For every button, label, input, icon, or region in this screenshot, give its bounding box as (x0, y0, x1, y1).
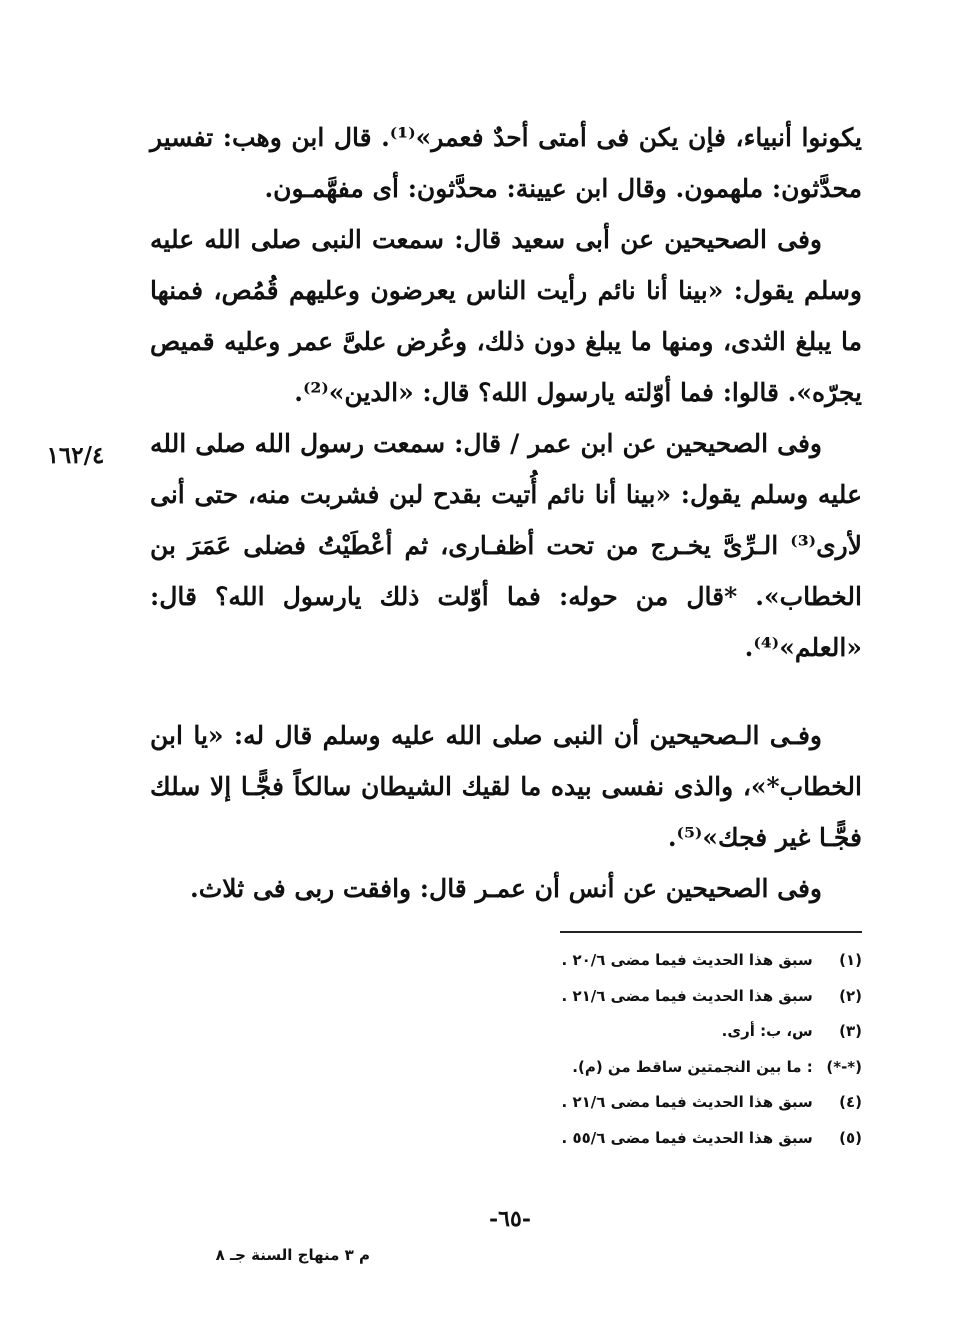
margin-reference: ١٦٢/٤ (46, 442, 105, 469)
main-text-block-1 (150, 112, 862, 214)
footnote-number: (١) (839, 951, 862, 969)
main-text-block-2 (150, 214, 862, 673)
footnote-item (380, 1121, 862, 1157)
footnote-item (380, 1085, 862, 1121)
page-number: -٦٥- (489, 1206, 531, 1232)
paragraph: يكونوا أنبياء، فإن يكن فى أمتى أحدٌ فعمر»⁽¹⁾. قال ابن وهب: تفسير محدَّثون: ملهمون. وقال ابن عيينة: محدَّثون: أى مفهَّمـون. (150, 123, 862, 203)
footnote-text: سبق هذا الحديث فيما مضى ٥٥/٦ . (561, 1128, 813, 1147)
footnote-item (380, 1050, 862, 1086)
footnote-divider (560, 931, 862, 933)
footnote-item (380, 1014, 862, 1050)
footnote-text: : ما بين النجمتين ساقط من (م). (572, 1057, 813, 1076)
footnotes (380, 943, 862, 1156)
paragraph: وفـى الـصحيحين أن النبى صلى الله عليه وسلم قال له: «يا ابن الخطاب*»، والذى نفسى بيده ما لقيك الشيطان سالكاً فجًّـا إلا سلك فجًّـا غير فجك»⁽⁵⁾. (150, 721, 862, 852)
footnote-number: (٣) (839, 1022, 862, 1040)
footnote-text: سبق هذا الحديث فيما مضى ٢٠/٦ . (561, 951, 813, 969)
footnote-text: سبق هذا الحديث فيما مضى ٢١/٦ . (561, 1093, 813, 1111)
paragraph: وفى الصحيحين عن ابن عمر / قال: سمعت رسول الله صلى الله عليه وسلم يقول: «بينا أنا نائم أُتيت بقدح لبن فشربت منه، حتى أنى لأرى⁽³⁾ الـرِّىَّ يخـرج من تحت أظفـارى، ثم أعْطَيْتُ فضلى عَمَرَ بن الخطاب». *قال من حوله: فما أوّلت ذلك يارسول الله؟ قال: «العلم»⁽⁴⁾. (150, 429, 862, 662)
footnote-number: (٥) (839, 1128, 862, 1147)
footnote-text: س، ب: أرى. (721, 1022, 813, 1040)
footnote-number: (٤) (839, 1093, 862, 1111)
footnote-number: (٢) (839, 986, 862, 1005)
footnote-item (380, 979, 862, 1015)
signature-line: م ٣ منهاج السنة جـ ٨ (215, 1246, 370, 1264)
footnote-text: سبق هذا الحديث فيما مضى ٢١/٦ . (561, 986, 813, 1005)
paragraph: وفى الصحيحين عن أبى سعيد قال: سمعت النبى صلى الله عليه وسلم يقول: «بينا أنا نائم رأيت الناس يعرضون وعليهم قُمُص، فمنها ما يبلغ الثدى، ومنها ما يبلغ دون ذلك، وعُرض علىَّ عمر وعليه قميص يجرّه». قالوا: فما أوّلته يارسول الله؟ قال: «الدين»⁽²⁾. (150, 225, 862, 407)
main-text-block-3 (150, 710, 862, 914)
footnote-number: (*-*) (826, 1057, 862, 1076)
paragraph: وفى الصحيحين عن أنس أن عمـر قال: وافقت ربى فى ثلاث. (190, 874, 822, 903)
footnote-item (380, 943, 862, 979)
